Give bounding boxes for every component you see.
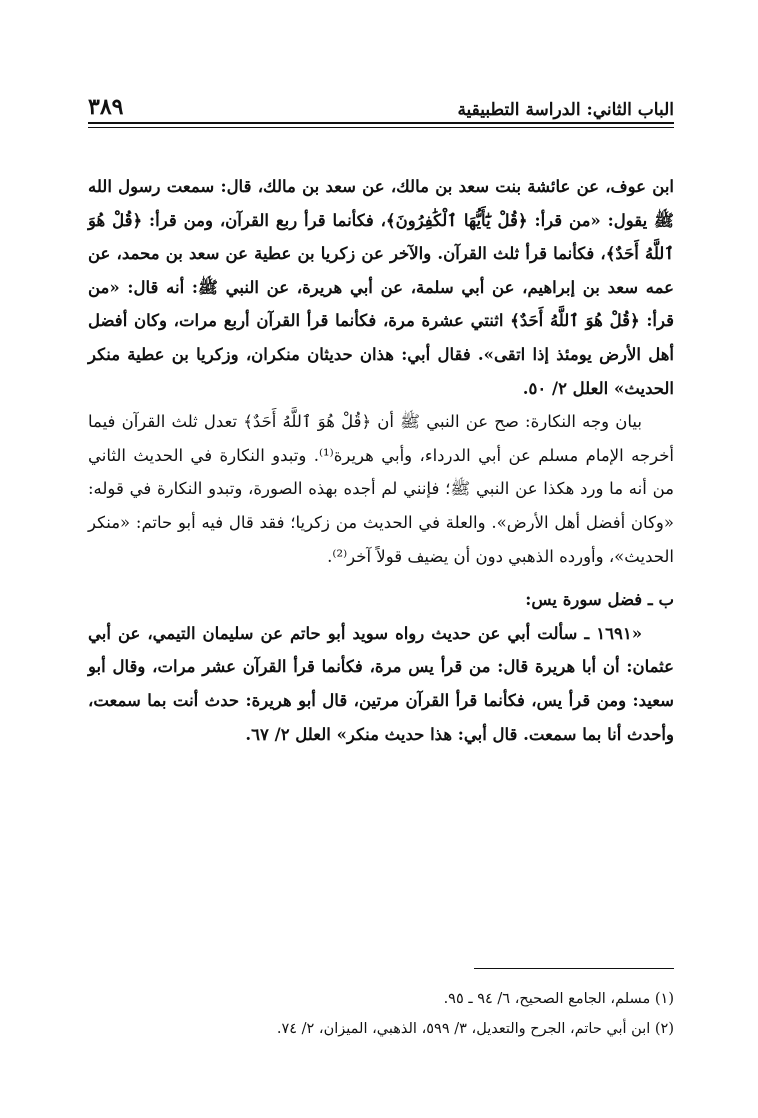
hadith-paragraph-1691: «١٦٩١ ـ سألت أبي عن حديث رواه سويد أبو حاتم عن سليمان التيمي، عن أبي عثمان: أن أبا هريرة قال: من قرأ يس مرة، فكأنما قرأ القرآن عشر مرات، وقال أبو سعيد: ومن قرأ يس، فكأنما قرأ القرآن مرتين، قال أبو هريرة: حدث أنت بما سمعت، وأحدث أنا بما سمعت. قال أبي: هذا حديث منكر» العلل ٢/ ٦٧.	[88, 623, 674, 744]
hadith-paragraph: ابن عوف، عن عائشة بنت سعد بن مالك، عن سعد بن مالك، قال: سمعت رسول الله ﷺ يقول: «من قرأ: ﴿قُلْ يَٰٓأَيُّهَا ٱلْكَٰفِرُونَ﴾، فكأنما قرأ ربع القرآن، ومن قرأ: ﴿قُلْ هُوَ ٱللَّهُ أَحَدٌ﴾، فكأنما قرأ ثلث القرآن. والآخر عن زكريا بن عطية عن سعد بن محمد، عن عمه سعد بن إبراهيم، عن أبي سلمة، عن أبي هريرة، عن النبي ﷺ: أنه قال: «من قرأ: ﴿قُلْ هُوَ ٱللَّهُ أَحَدٌ﴾ اثنتي عشرة مرة، فكأنما قرأ القرآن أربع مرات، وكان أفضل أهل الأرض يومئذ إذا اتقى». فقال أبي: هذان حديثان منكران، وزكريا بن عطية منكر الحديث» العلل ٢/ ٥٠.	[88, 177, 674, 398]
footnotes	[88, 984, 674, 1044]
explanation-paragraph: بيان وجه النكارة: صح عن النبي ﷺ أن ﴿قُلْ هُوَ ٱللَّهُ أَحَدٌ﴾ تعدل ثلث القرآن فيما أخرجه الإمام مسلم عن أبي الدرداء، وأبي هريرة⁽¹⁾. وتبدو النكارة في الحديث الثاني من أنه ما ورد هكذا عن النبي ﷺ؛ فإنني لم أجده بهذه الصورة، وتبدو النكارة في قوله: «وكان أفضل أهل الأرض». والعلة في الحديث من زكريا؛ فقد قال فيه أبو حاتم: «منكر الحديث»، وأورده الذهبي دون أن يضيف قولاً آخر⁽²⁾.	[88, 412, 674, 566]
page-number: ٣٨٩	[88, 94, 124, 120]
running-header	[88, 84, 674, 120]
footnote-1: (١) مسلم، الجامع الصحيح، ٦/ ٩٤ ـ ٩٥.	[443, 991, 674, 1007]
header-rule	[88, 122, 674, 128]
body-text	[88, 170, 674, 751]
footnote-separator	[474, 968, 674, 969]
section-heading: ب ـ فضل سورة يس:	[525, 590, 674, 610]
chapter-title: الباب الثاني: الدراسة التطبيقية	[457, 100, 674, 120]
footnote-2: (٢) ابن أبي حاتم، الجرح والتعديل، ٣/ ٥٩٩، الذهبي، الميزان، ٢/ ٧٤.	[276, 1021, 674, 1037]
